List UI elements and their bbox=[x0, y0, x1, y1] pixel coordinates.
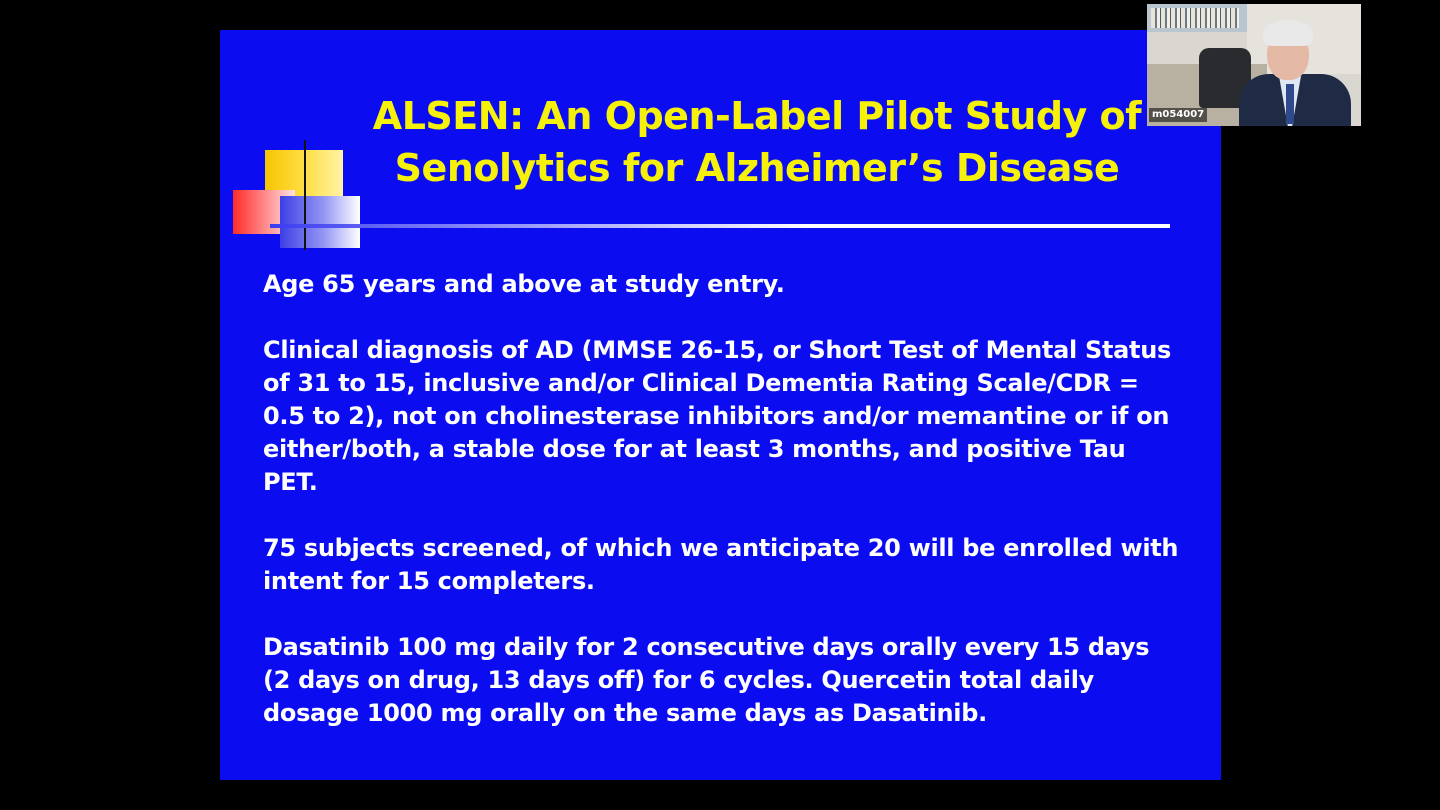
title-divider-line bbox=[270, 224, 1170, 228]
participant-name-label: m054007 bbox=[1149, 108, 1207, 122]
clinical-diagnosis-paragraph: Clinical diagnosis of AD (MMSE 26-15, or Short Test of Mental Status of 31 to 15, inclusive and/or Clinical Dementia Rating Scale/CDR = 0.5 to 2), not on cholinesterase inhibitors and/or memantine or if on either/both, a stable dose for at least 3 months, and positive Tau PET. bbox=[263, 336, 1171, 496]
shared-slide bbox=[220, 30, 1221, 780]
slide-title bbox=[282, 90, 1221, 194]
slide-title-line-2: Senolytics for Alzheimer’s Disease bbox=[394, 146, 1120, 190]
enrollment-paragraph: 75 subjects screened, of which we anticipate 20 will be enrolled with intent for 15 completers. bbox=[263, 534, 1179, 595]
blue-square-shape bbox=[280, 196, 360, 248]
presenter-tie bbox=[1286, 84, 1294, 124]
webcam-books bbox=[1151, 8, 1239, 28]
presenter-hair bbox=[1263, 20, 1313, 46]
slide-title-line-1: ALSEN: An Open-Label Pilot Study of bbox=[372, 94, 1142, 138]
eligibility-age-paragraph: Age 65 years and above at study entry. bbox=[263, 270, 785, 298]
slide-body bbox=[263, 268, 1183, 763]
dosing-paragraph: Dasatinib 100 mg daily for 2 consecutive days orally every 15 days (2 days on drug, 13 days off) for 6 cycles. Quercetin total daily dosage 1000 mg orally on the same days as Dasatinib. bbox=[263, 633, 1150, 727]
participant-video-tile[interactable] bbox=[1147, 4, 1361, 126]
